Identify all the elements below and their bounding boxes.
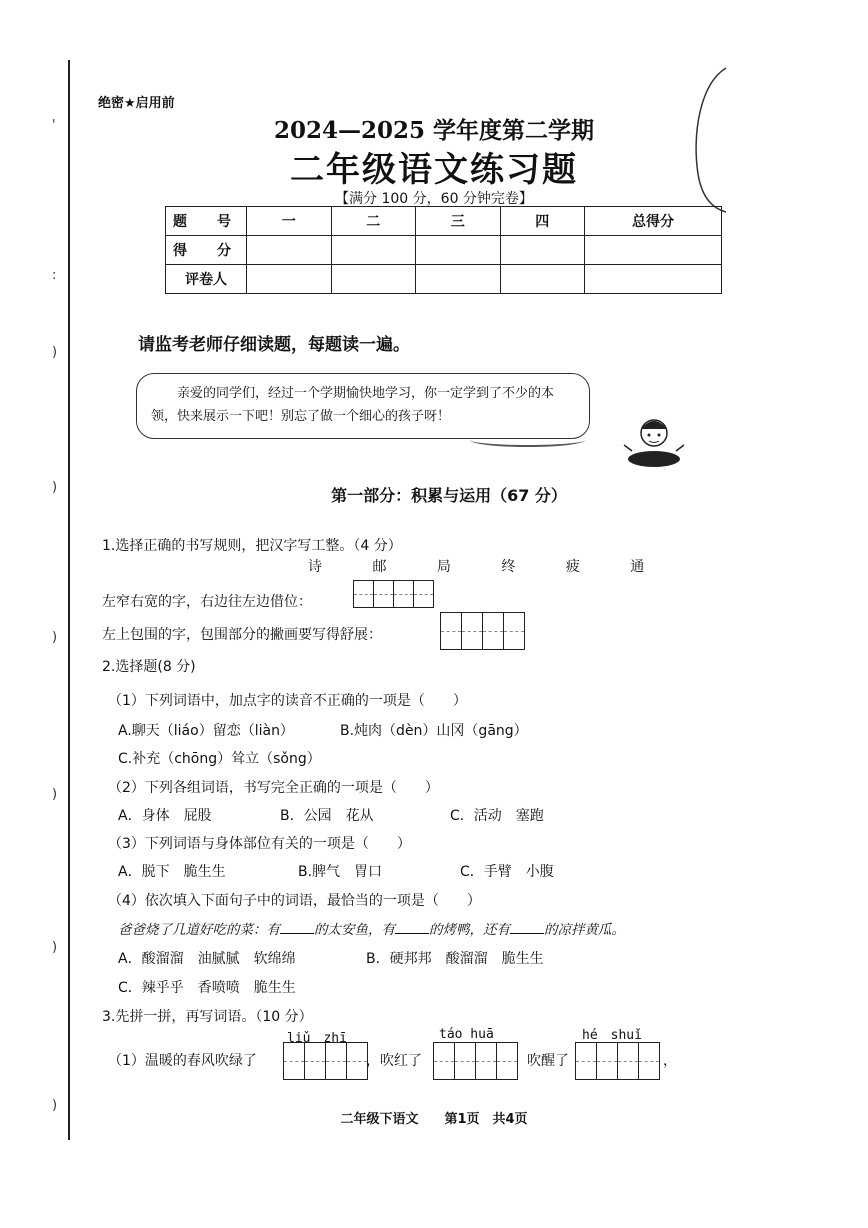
q1-rule1: 左窄右宽的字，右边往左边借位：: [102, 594, 312, 610]
q2-3-option-b: B.脾气 胃口: [298, 864, 383, 880]
char-item: 终: [501, 559, 516, 575]
writing-grid[interactable]: [283, 1042, 368, 1080]
fill-blank[interactable]: [280, 933, 314, 934]
q2-4-option-a: A．酸溜溜 油腻腻 软绵绵: [118, 951, 296, 967]
char-item: 通: [630, 559, 645, 575]
grader-cell[interactable]: [585, 265, 722, 294]
q2-1-option-b: B.炖肉（dèn）山冈（gāng）: [340, 723, 528, 739]
q2-2-option-c: C．活动 塞跑: [450, 808, 544, 824]
q2-1-stem: （1）下列词语中，加点字的读音不正确的一项是（ ）: [108, 693, 467, 709]
score-cell[interactable]: [585, 236, 722, 265]
greeting-text: 亲爱的同学们，经过一个学期愉快地学习，你一定学到了不少的本领，快来展示一下吧！别忘了做一个细心的孩子呀！: [151, 386, 555, 424]
pinyin-label: táo huā: [439, 1027, 494, 1042]
score-cell[interactable]: [500, 236, 585, 265]
char-item: 邮: [372, 559, 387, 575]
score-table: [165, 206, 722, 294]
fill-blank[interactable]: [510, 933, 544, 934]
q2-3-option-c: C．手臂 小腹: [460, 864, 554, 880]
cloud-decoration: [470, 433, 585, 447]
q2-title: 2.选择题(8 分): [102, 659, 196, 675]
margin-mark: ): [52, 787, 58, 802]
q2-2-option-a: A．身体 屁股: [118, 808, 212, 824]
row-label-question: 题 号: [166, 207, 247, 236]
col-header: 一: [247, 207, 332, 236]
q3-title: 3.先拼一拼，再写词语。（10 分）: [102, 1009, 313, 1025]
page-footer: 二年级下语文 第1页 共4页: [340, 1112, 528, 1127]
pinyin-label: liǔ zhī: [287, 1031, 347, 1046]
margin-mark: ': [52, 118, 56, 133]
sentence-text: 的凉拌黄瓜。: [544, 922, 625, 938]
row-label-grader: 评卷人: [166, 265, 247, 294]
binding-line: [68, 60, 70, 1140]
grader-cell[interactable]: [500, 265, 585, 294]
q2-4-option-c: C．辣乎乎 香喷喷 脆生生: [118, 980, 296, 996]
q3-1-text-mid2: 吹醒了: [527, 1053, 569, 1069]
q1-title: 1.选择正确的书写规则，把汉字写工整。（4 分）: [102, 538, 402, 554]
q2-4-stem: （4）依次填入下面句子中的词语，最恰当的一项是（ ）: [108, 893, 481, 909]
q1-rule2: 左上包围的字，包围部分的撇画要写得舒展：: [102, 627, 382, 643]
q3-1-text-mid: ，吹红了: [366, 1053, 422, 1069]
greeting-bubble: [136, 373, 590, 439]
writing-grid[interactable]: [433, 1042, 518, 1080]
sentence-text: 的烤鸭，还有: [429, 922, 510, 938]
sentence-text: 的太安鱼，有: [314, 922, 395, 938]
exam-subtitle: 【满分 100 分，60 分钟完卷】: [335, 191, 533, 207]
margin-mark: ): [52, 630, 58, 645]
q2-4-option-b: B．硬邦邦 酸溜溜 脆生生: [366, 951, 544, 967]
col-header: 三: [416, 207, 501, 236]
writing-grid[interactable]: [440, 612, 525, 650]
q2-2-stem: （2）下列各组词语，书写完全正确的一项是（ ）: [108, 780, 439, 796]
row-label-score: 得 分: [166, 236, 247, 265]
score-cell[interactable]: [416, 236, 501, 265]
grader-cell[interactable]: [416, 265, 501, 294]
student-cartoon-icon: [618, 415, 688, 475]
exam-title: 二年级语文练习题: [290, 150, 578, 190]
q2-1-option-a: A.聊天（liáo）留恋（liàn）: [118, 723, 294, 739]
grader-cell[interactable]: [331, 265, 416, 294]
q3-1-text-end: ，: [663, 1053, 677, 1069]
fill-blank[interactable]: [395, 933, 429, 934]
exam-term-title: 2024—2025 学年度第二学期: [273, 117, 595, 144]
q2-3-stem: （3）下列词语与身体部位有关的一项是（ ）: [108, 836, 411, 852]
margin-mark: ): [52, 345, 58, 360]
proctor-instruction: 请监考老师仔细读题，每题读一遍。: [138, 335, 410, 355]
table-row: [166, 207, 722, 236]
char-item: 疲: [565, 559, 580, 575]
q3-1-text-start: （1）温暖的春风吹绿了: [108, 1053, 257, 1069]
margin-mark: :: [52, 268, 57, 283]
col-header: 二: [331, 207, 416, 236]
q2-2-option-b: B．公园 花从: [280, 808, 374, 824]
margin-mark: ): [52, 940, 58, 955]
margin-mark: ): [52, 480, 58, 495]
score-cell[interactable]: [331, 236, 416, 265]
q2-4-sentence: [118, 918, 625, 938]
margin-mark: ): [52, 1098, 58, 1113]
table-row: [166, 236, 722, 265]
writing-grid[interactable]: [353, 580, 434, 608]
char-item: 诗: [308, 559, 322, 575]
q1-char-list: [285, 556, 667, 576]
sentence-text: 爸爸烧了几道好吃的菜：有: [118, 922, 280, 938]
confidential-label: 绝密★启用前: [98, 96, 175, 111]
grader-cell[interactable]: [247, 265, 332, 294]
q2-1-option-c: C.补充（chōng）耸立（sǒng）: [118, 751, 321, 767]
table-row: [166, 265, 722, 294]
char-item: 局: [436, 559, 451, 575]
part1-title: 第一部分：积累与运用（67 分）: [331, 486, 567, 505]
q2-3-option-a: A．脱下 脆生生: [118, 864, 226, 880]
score-cell[interactable]: [247, 236, 332, 265]
writing-grid[interactable]: [575, 1042, 660, 1080]
pinyin-label: hé shuǐ: [582, 1028, 642, 1043]
col-header-total: 总得分: [585, 207, 722, 236]
col-header: 四: [500, 207, 585, 236]
